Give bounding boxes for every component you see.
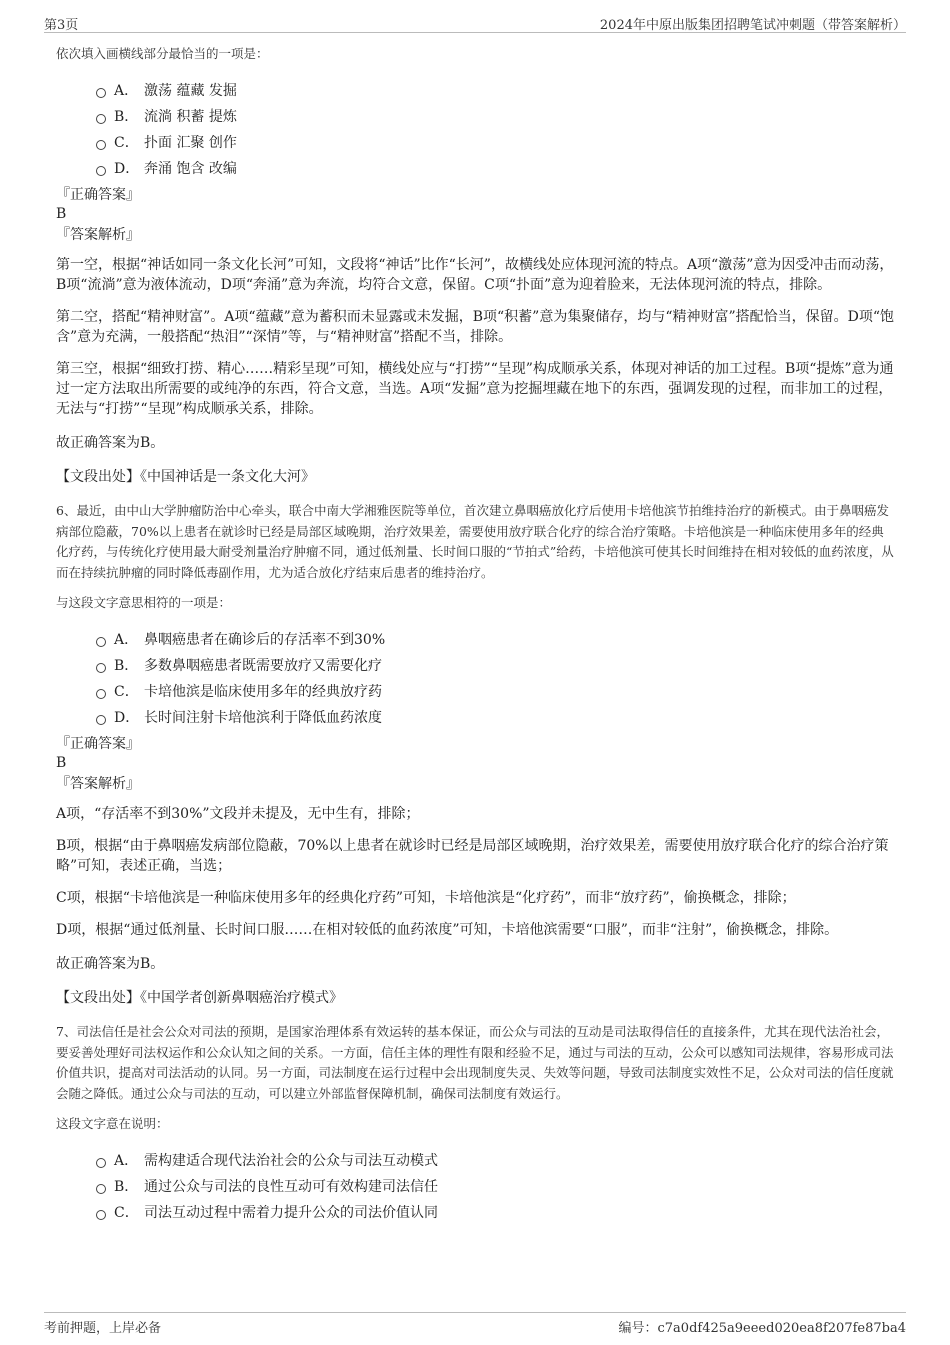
q5-options (56, 78, 896, 182)
document-body (56, 44, 896, 1226)
document-code: 编号：c7a0df425a9eeed020ea8f207fe87ba4 (618, 1321, 906, 1336)
q6-analysis-c: C项，根据“卡培他滨是一种临床使用多年的经典化疗药”可知，卡培他滨是“化疗药”，而非“放疗药”，偷换概念，排除； (56, 890, 796, 906)
q6-option-c[interactable]: C． 卡培他滨是临床使用多年的经典放疗药 (96, 679, 896, 705)
page-number: 第3页 (44, 18, 79, 33)
q6-option-a[interactable]: A． 鼻咽癌患者在确诊后的存活率不到30% (96, 627, 896, 653)
q7-options (56, 1148, 896, 1226)
radio-icon[interactable] (96, 1158, 106, 1168)
q6-analysis-b: B项，根据“由于鼻咽癌发病部位隐蔽，70%以上患者在就诊时已经是局部区域晚期，治疗效果差，需要使用放疗联合化疗的综合治疗策略”可知，表述正确，当选； (56, 838, 889, 874)
q5-option-c[interactable]: C． 扑面 汇聚 创作 (96, 130, 896, 156)
q6-stem: 6、最近，由中山大学肿瘤防治中心牵头，联合中南大学湘雅医院等单位，首次建立鼻咽癌放化疗后使用卡培他滨节拍维持治疗的新模式。由于鼻咽癌发病部位隐蔽，70%以上患者在就诊时已经是局部区域晚期，治疗效果差，需要使用放疗联合化疗的综合治疗策略。卡培他滨是一种临床使用多年的经典化疗药，与传统化疗使用最大耐受剂量治疗肿瘤不同，通过低剂量、长时间口服的“节拍式”给药，卡培他滨可使其长时间维持在相对较低的血药浓度，从而在持续抗肿瘤的同时降低毒副作用，尤为适合放化疗结束后患者的维持治疗。 (56, 503, 894, 580)
q5-answer: B (56, 206, 67, 222)
q5-analysis-3: 第三空，根据“细致打捞、精心……精彩呈现”可知，横线处应与“打捞”“呈现”构成顺承关系，体现对神话的加工过程。B项“提炼”意为通过一定方法取出所需要的或纯净的东西，符合文意，当选。A项“发掘”意为挖掘埋藏在地下的东西，强调发现的过程，而非加工的过程，无法与“打捞”“呈现”构成顺承关系，排除。 (56, 361, 894, 417)
q5-option-d[interactable]: D． 奔涌 饱含 改编 (96, 156, 896, 182)
radio-icon[interactable] (96, 689, 106, 699)
q7-stem: 7、司法信任是社会公众对司法的预期，是国家治理体系有效运转的基本保证，而公众与司法的互动是司法取得信任的直接条件，尤其在现代法治社会，要妥善处理好司法权运作和公众认知之间的关系。一方面，信任主体的理性有限和经验不足，通过与司法的互动，公众可以感知司法规律，容易形成司法价值共识，提高对司法活动的认同。另一方面，司法制度在运行过程中会出现制度失灵、失效等问题，导致司法制度实效性不足，公众对司法的信任度就会随之降低。通过公众与司法的互动，可以建立外部监督保障机制，确保司法制度有效运行。 (56, 1024, 894, 1101)
q6-analysis-a: A项，“存活率不到30%”文段并未提及，无中生有，排除； (56, 806, 420, 822)
q5-analysis-2: 第二空，搭配“精神财富”。A项“蕴藏”意为蓄积而未显露或未发掘，B项“积蓄”意为集聚储存，均与“精神财富”搭配恰当，保留。D项“饱含”意为充满，一般搭配“热泪”“深情”等，与“精神财富”搭配不当，排除。 (56, 309, 895, 345)
q5-conclusion: 故正确答案为B。 (56, 435, 165, 451)
radio-icon[interactable] (96, 166, 106, 176)
q6-conclusion: 故正确答案为B。 (56, 956, 165, 972)
q6-analysis-d: D项，根据“通过低剂量、长时间口服……在相对较低的血药浓度”可知，卡培他滨需要“口服”，而非“注射”，偷换概念，排除。 (56, 922, 839, 938)
q5-analysis-label: 『答案解析』 (56, 227, 140, 243)
q6-lead: 与这段文字意思相符的一项是： (56, 595, 232, 610)
q6-answer-label: 『正确答案』 (56, 736, 140, 752)
radio-icon[interactable] (96, 88, 106, 98)
q7-lead: 这段文字意在说明： (56, 1116, 169, 1131)
q6-option-b[interactable]: B． 多数鼻咽癌患者既需要放疗又需要化疗 (96, 653, 896, 679)
radio-icon[interactable] (96, 114, 106, 124)
q5-answer-label: 『正确答案』 (56, 187, 140, 203)
radio-icon[interactable] (96, 1184, 106, 1194)
q6-analysis-label: 『答案解析』 (56, 776, 140, 792)
q5-source: 【文段出处】《中国神话是一条文化大河》 (56, 469, 315, 485)
radio-icon[interactable] (96, 663, 106, 673)
radio-icon[interactable] (96, 715, 106, 725)
radio-icon[interactable] (96, 637, 106, 647)
q6-option-d[interactable]: D． 长时间注射卡培他滨利于降低血药浓度 (96, 705, 896, 731)
q6-source: 【文段出处】《中国学者创新鼻咽癌治疗模式》 (56, 990, 343, 1006)
page-header (44, 10, 906, 33)
q7-option-c[interactable]: C． 司法互动过程中需着力提升公众的司法价值认同 (96, 1200, 896, 1226)
q7-option-a[interactable]: A． 需构建适合现代法治社会的公众与司法互动模式 (96, 1148, 896, 1174)
page-footer (44, 1312, 906, 1337)
radio-icon[interactable] (96, 140, 106, 150)
q5-option-a[interactable]: A． 激荡 蕴藏 发掘 (96, 78, 896, 104)
q5-analysis-1: 第一空，根据“神话如同一条文化长河”可知，文段将“神话”比作“长河”，故横线处应体现河流的特点。A项“激荡”意为因受冲击而动荡，B项“流淌”意为液体流动，D项“奔涌”意为奔流，均符合文意，保留。C项“扑面”意为迎着脸来，无法体现河流的特点，排除。 (56, 257, 894, 293)
q7-option-b[interactable]: B． 通过公众与司法的良性互动可有效构建司法信任 (96, 1174, 896, 1200)
radio-icon[interactable] (96, 1210, 106, 1220)
q6-answer: B (56, 755, 67, 771)
q5-option-b[interactable]: B． 流淌 积蓄 提炼 (96, 104, 896, 130)
footer-slogan: 考前押题，上岸必备 (44, 1321, 162, 1336)
q6-options (56, 627, 896, 731)
document-title: 2024年中原出版集团招聘笔试冲刺题（带答案解析） (599, 18, 906, 33)
q5-lead: 依次填入画横线部分最恰当的一项是： (56, 46, 269, 61)
